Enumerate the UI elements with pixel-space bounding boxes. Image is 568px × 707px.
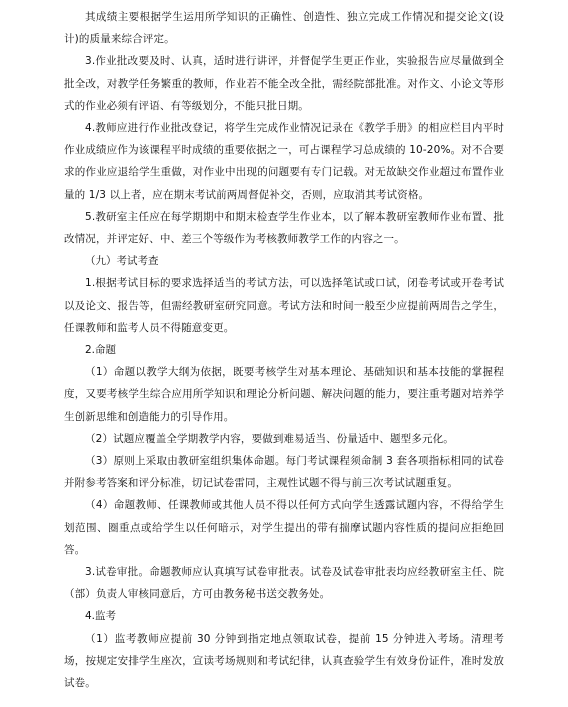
paragraph-invigilation-1: （1）监考教师应提前 30 分钟到指定地点领取试卷，提前 15 分钟进入考场。清理考场，按规定安排学生座次，宣读考场规则和考试纪律，认真查验学生有效身份证件，准时发放试卷。	[64, 632, 504, 690]
paragraph-homework-correction: 3.作业批改要及时、认真，适时进行讲评，并督促学生更正作业，实验报告应尽量做到全批全改，对教学任务繁重的教师，作业若不能全改全批，需经院部批准。对作文、小论文等形式的作业必须有评语、有等级划分，不能只批日期。	[64, 55, 504, 112]
paragraph-proposition-1: （1）命题以教学大纲为依据，既要考核学生对基本理论、基础知识和基本技能的掌握程度，又要考核学生综合应用所学知识和理论分析问题、解决问题的能力，要注重考题对培养学生创新思维和创造能力的引导作用。	[64, 366, 504, 423]
paragraph-proposition-4: （4）命题教师、任课教师或其他人员不得以任何方式向学生透露试题内容，不得给学生划范围、圈重点或给学生以任何暗示，对学生提出的带有揣摩试题内容性质的提问应拒绝回答。	[64, 499, 504, 556]
paragraph-paper-approval: 3.试卷审批。命题教师应认真填写试卷审批表。试卷及试卷审批表均应经教研室主任、院（部）负责人审核同意后，方可由教务秘书送交教务处。	[64, 566, 504, 601]
paragraph-proposition-2: （2）试题应覆盖全学期教学内容，要做到难易适当、份量适中、题型多元化。	[85, 432, 454, 445]
paragraph-homework-registration: 4.教师应进行作业批改登记，将学生完成作业情况记录在《教学手册》的相应栏目内平时作业成绩应作为该课程平时成绩的重要依据之一，可占课程学习总成绩的 10-20%。对不合要求的作业应退给学生重做，对作业中出现的问题要有专门记载。对无故缺交作业超过布置作业量的 1/3 以上者，应在期末考试前两周督促补交，否则，应取消其考试资格。	[64, 122, 504, 201]
paragraph-exam-method: 1.根据考试目标的要求选择适当的考试方法，可以选择笔试或口试，闭卷考试或开卷考试以及论文、报告等，但需经教研室研究同意。考试方法和时间一般至少应提前两周告之学生，任课教师和监考人员不得随意变更。	[64, 277, 504, 334]
paragraph-grading-continued: 其成绩主要根据学生运用所学知识的正确性、创造性、独立完成工作情况和提交论文(设计)的质量来综合评定。	[64, 11, 504, 46]
subheading-invigilation: 4.监考	[85, 610, 117, 623]
subheading-proposition: 2.命题	[85, 344, 117, 357]
section-heading-exams: （九）考试考查	[85, 255, 159, 268]
paragraph-proposition-3: （3）原则上采取由教研室组织集体命题。每门考试课程须命制 3 套各项指标相同的试卷并附参考答案和评分标准，切记试卷雷同，主观性试题不得与前三次考试试题重复。	[64, 455, 504, 490]
paragraph-homework-inspection: 5.教研室主任应在每学期期中和期末检查学生作业本，以了解本教研室教师作业布置、批改情况，并评定好、中、差三个等级作为考核教师教学工作的内容之一。	[64, 210, 504, 246]
